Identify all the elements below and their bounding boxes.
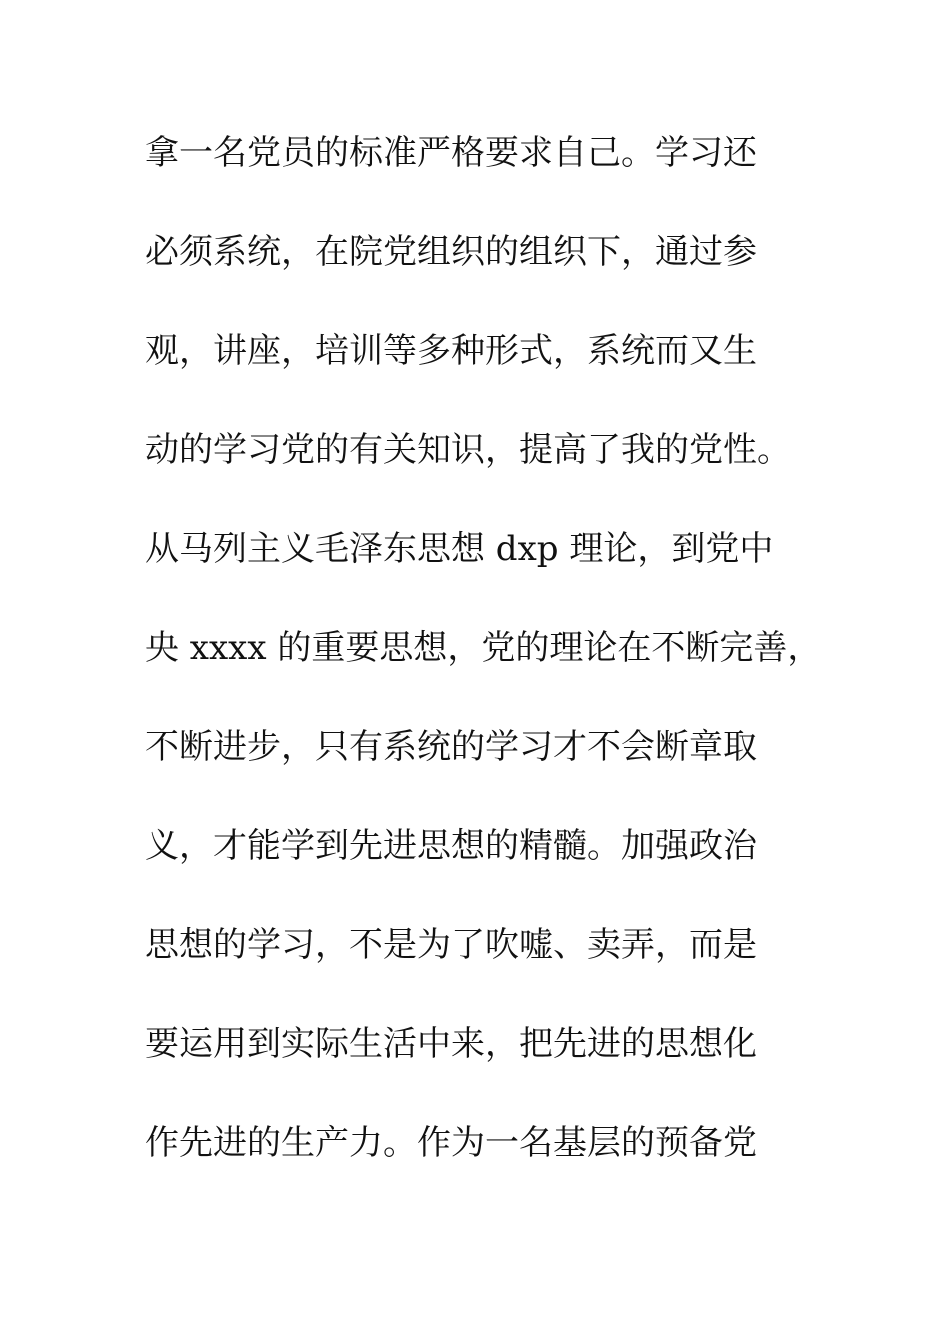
body-text — [145, 127, 865, 1216]
text-line: 要运用到实际生活中来，把先进的思想化 — [145, 1024, 757, 1064]
text-line: 央 xxxx 的重要思想，党的理论在不断完善， — [145, 628, 822, 668]
text-line: 思想的学习，不是为了吹嘘、卖弄，而是 — [145, 925, 757, 965]
text-line: 作先进的生产力。作为一名基层的预备党 — [145, 1123, 757, 1163]
text-line: 从马列主义毛泽东思想 dxp 理论，到党中 — [145, 529, 774, 569]
text-line: 观，讲座，培训等多种形式，系统而又生 — [145, 331, 757, 371]
text-line: 必须系统，在院党组织的组织下，通过参 — [145, 232, 757, 272]
text-line: 拿一名党员的标准严格要求自己。学习还 — [145, 133, 757, 173]
text-line: 义，才能学到先进思想的精髓。加强政治 — [145, 826, 757, 866]
text-line: 不断进步，只有系统的学习才不会断章取 — [145, 727, 757, 767]
text-line: 动的学习党的有关知识，提高了我的党性。 — [145, 430, 791, 470]
